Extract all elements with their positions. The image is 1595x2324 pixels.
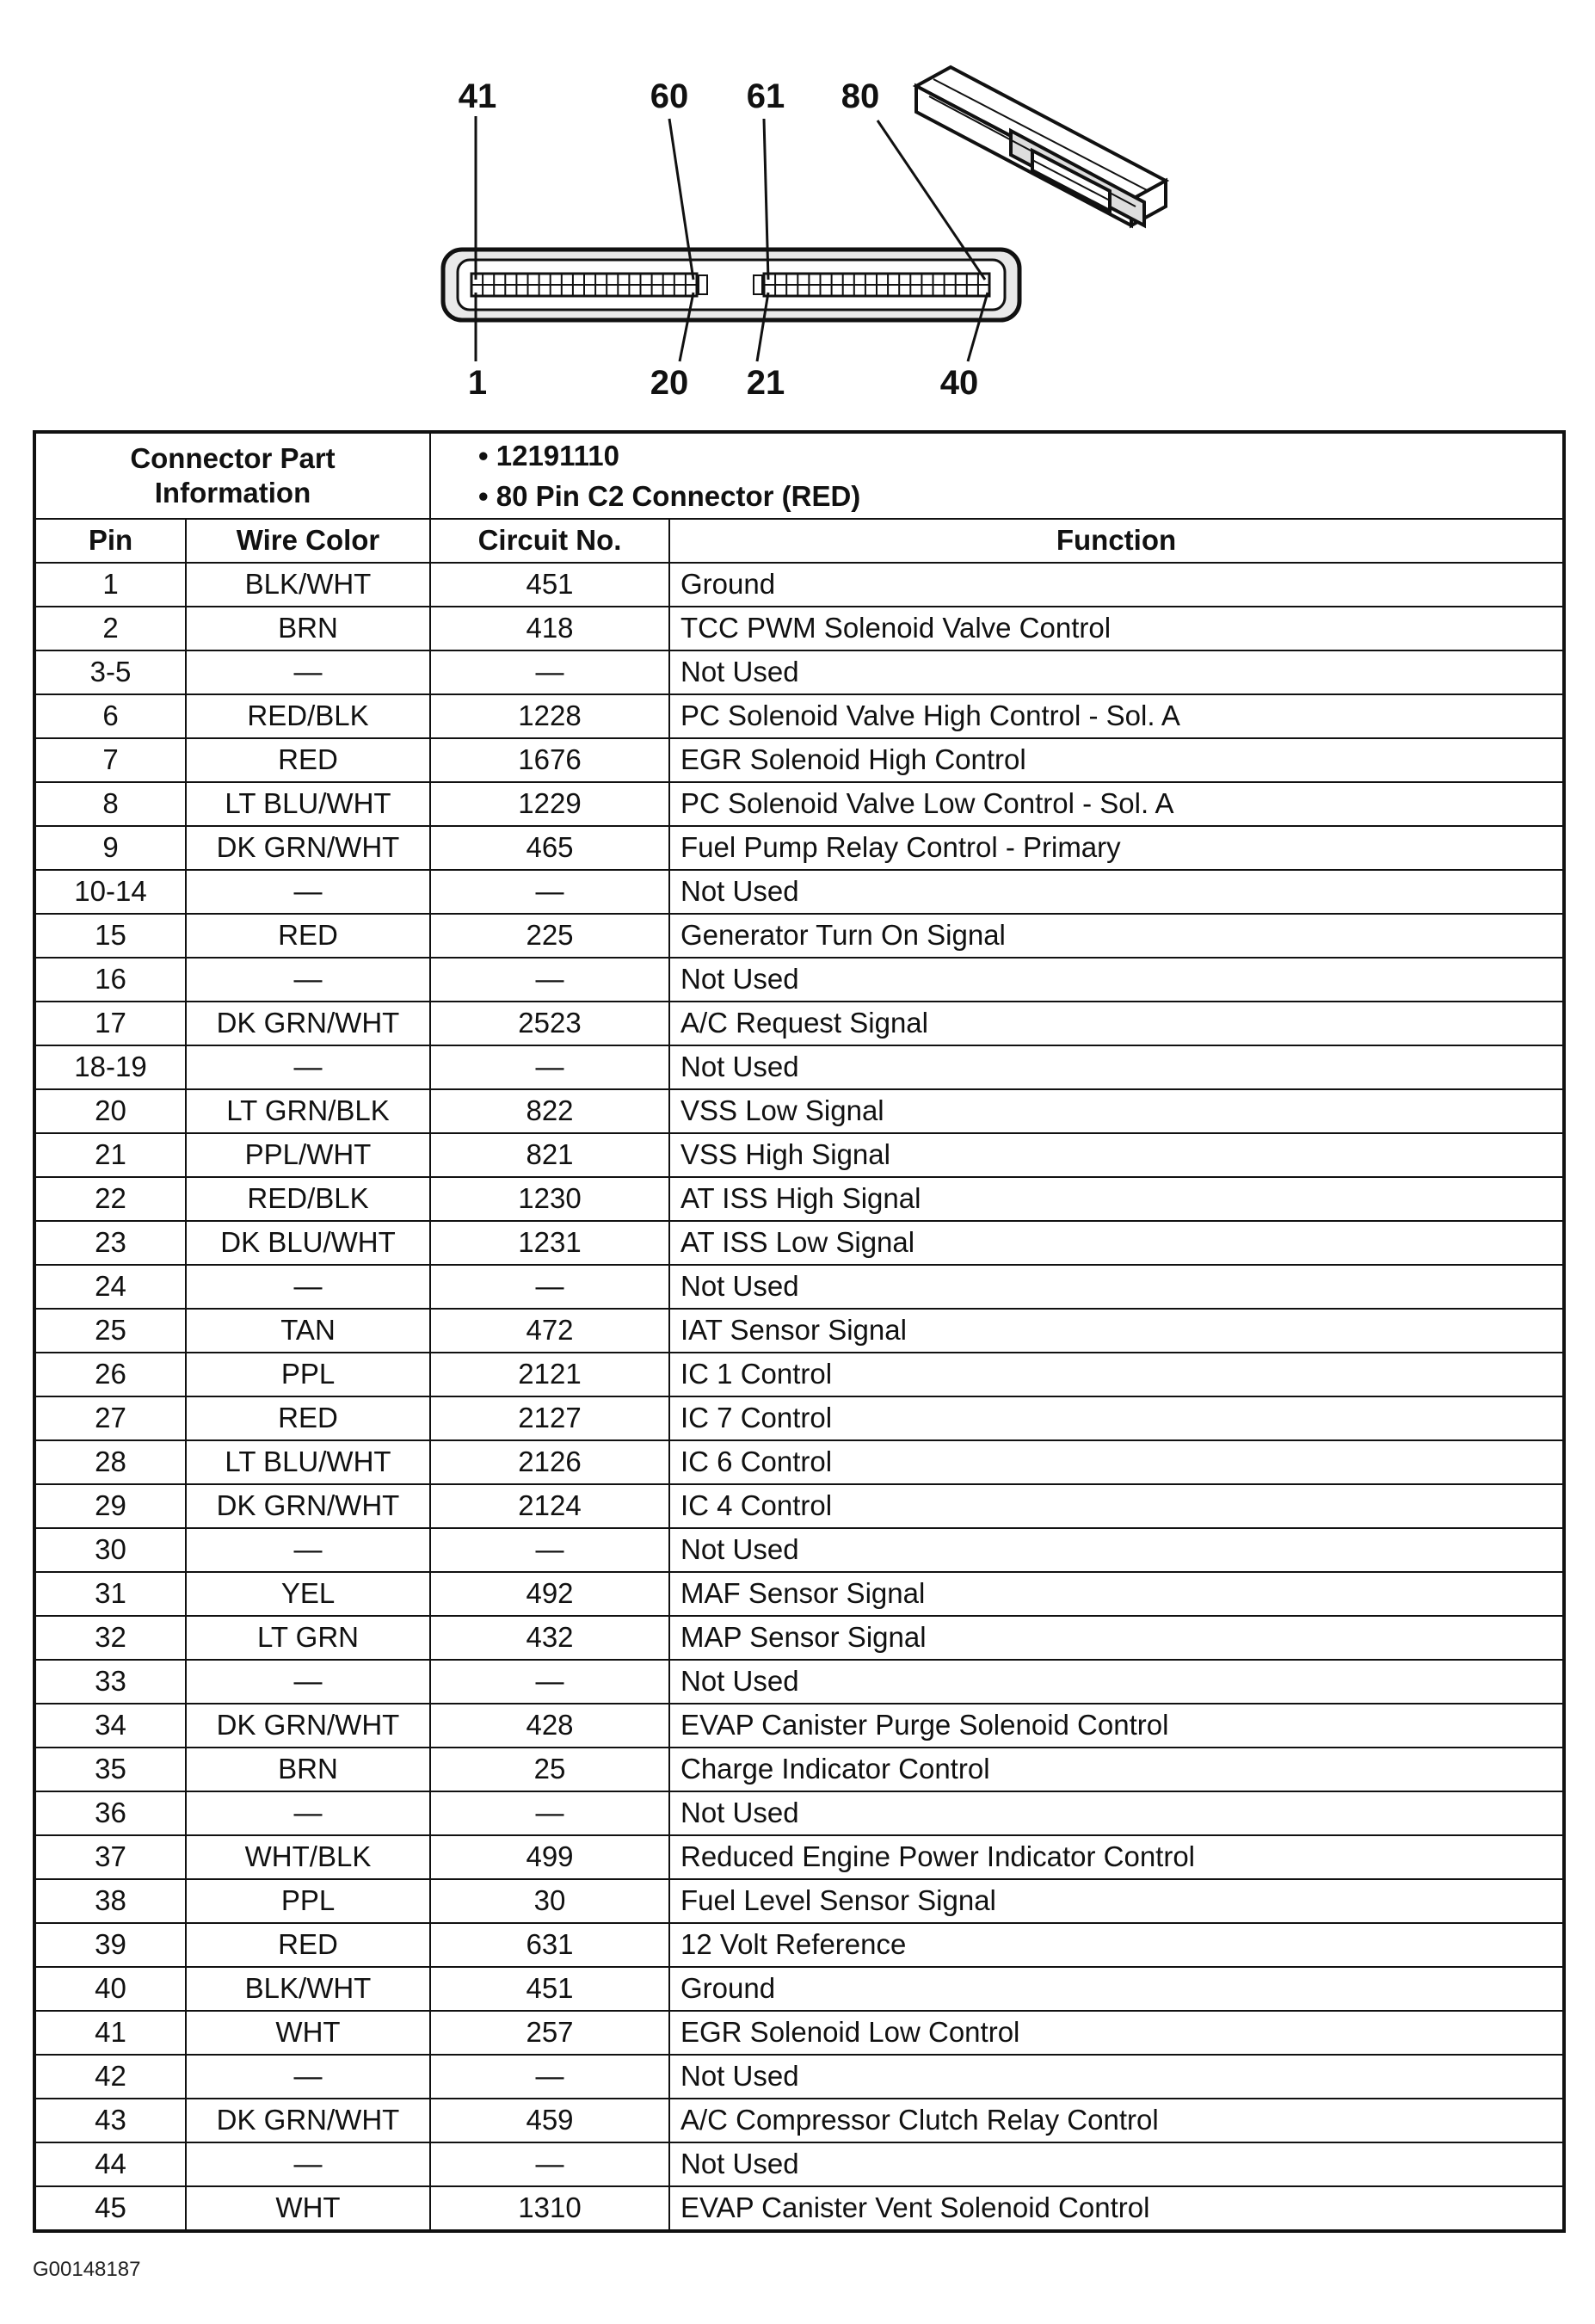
- table-row: [34, 958, 1564, 1002]
- table-row: [34, 607, 1564, 650]
- heading-line-2: Information: [154, 477, 311, 509]
- wire-color-cell: LT BLU/WHT: [186, 782, 430, 826]
- wire-color-cell: —: [186, 870, 430, 914]
- connector-face: [443, 250, 1019, 320]
- table-row: [34, 1616, 1564, 1660]
- circuit-no-cell: 2127: [430, 1396, 669, 1440]
- wire-color-cell: —: [186, 1791, 430, 1835]
- wire-color-cell: TAN: [186, 1309, 430, 1353]
- circuit-no-cell: 2523: [430, 1002, 669, 1045]
- table-row: [34, 1660, 1564, 1704]
- wire-color-cell: BLK/WHT: [186, 563, 430, 607]
- function-cell: PC Solenoid Valve Low Control - Sol. A: [669, 782, 1564, 826]
- circuit-no-cell: —: [430, 1265, 669, 1309]
- function-cell: MAF Sensor Signal: [669, 1572, 1564, 1616]
- pin-label-40: 40: [939, 364, 979, 402]
- function-cell: EGR Solenoid Low Control: [669, 2011, 1564, 2055]
- header-pin: Pin: [34, 519, 186, 563]
- wire-color-cell: —: [186, 1660, 430, 1704]
- circuit-no-cell: 821: [430, 1133, 669, 1177]
- function-cell: Fuel Level Sensor Signal: [669, 1879, 1564, 1923]
- function-cell: Generator Turn On Signal: [669, 914, 1564, 958]
- circuit-no-cell: 25: [430, 1748, 669, 1791]
- function-cell: Not Used: [669, 870, 1564, 914]
- wire-color-cell: WHT: [186, 2186, 430, 2231]
- circuit-no-cell: —: [430, 870, 669, 914]
- table-header-row: [34, 519, 1564, 563]
- pin-cell: 20: [34, 1089, 186, 1133]
- table-row: [34, 2099, 1564, 2142]
- circuit-no-cell: —: [430, 958, 669, 1002]
- pin-cell: 2: [34, 607, 186, 650]
- circuit-no-cell: 2126: [430, 1440, 669, 1484]
- circuit-no-cell: 30: [430, 1879, 669, 1923]
- circuit-no-cell: 631: [430, 1923, 669, 1967]
- table-row: [34, 563, 1564, 607]
- wire-color-cell: LT BLU/WHT: [186, 1440, 430, 1484]
- function-cell: Fuel Pump Relay Control - Primary: [669, 826, 1564, 870]
- pin-label-1: 1: [467, 364, 488, 402]
- table-row: [34, 1528, 1564, 1572]
- wire-color-cell: DK GRN/WHT: [186, 2099, 430, 2142]
- table-row: [34, 1835, 1564, 1879]
- function-cell: Not Used: [669, 2055, 1564, 2099]
- table-row: [34, 2055, 1564, 2099]
- table-row: [34, 1221, 1564, 1265]
- heading-line-1: Connector Part: [130, 442, 336, 474]
- function-cell: A/C Compressor Clutch Relay Control: [669, 2099, 1564, 2142]
- circuit-no-cell: 499: [430, 1835, 669, 1879]
- pin-cell: 22: [34, 1177, 186, 1221]
- table-row: [34, 1309, 1564, 1353]
- table-row: [34, 1177, 1564, 1221]
- function-cell: Not Used: [669, 1791, 1564, 1835]
- table-row: [34, 1089, 1564, 1133]
- wire-color-cell: —: [186, 650, 430, 694]
- table-row: [34, 1396, 1564, 1440]
- wire-color-cell: WHT: [186, 2011, 430, 2055]
- circuit-no-cell: —: [430, 650, 669, 694]
- pin-cell: 28: [34, 1440, 186, 1484]
- function-cell: Charge Indicator Control: [669, 1748, 1564, 1791]
- connector-side-view: [916, 67, 1166, 225]
- function-cell: Reduced Engine Power Indicator Control: [669, 1835, 1564, 1879]
- wire-color-cell: —: [186, 1528, 430, 1572]
- circuit-no-cell: 257: [430, 2011, 669, 2055]
- pin-cell: 25: [34, 1309, 186, 1353]
- wire-color-cell: PPL/WHT: [186, 1133, 430, 1177]
- header-function: Function: [669, 519, 1564, 563]
- table-row: [34, 826, 1564, 870]
- table-row: [34, 1879, 1564, 1923]
- pin-cell: 37: [34, 1835, 186, 1879]
- wire-color-cell: —: [186, 2055, 430, 2099]
- function-cell: IC 1 Control: [669, 1353, 1564, 1396]
- pin-cell: 31: [34, 1572, 186, 1616]
- circuit-no-cell: 465: [430, 826, 669, 870]
- function-cell: Not Used: [669, 2142, 1564, 2186]
- pin-cell: 3-5: [34, 650, 186, 694]
- table-row: [34, 694, 1564, 738]
- pin-cell: 16: [34, 958, 186, 1002]
- wire-color-cell: —: [186, 1045, 430, 1089]
- wire-color-cell: RED/BLK: [186, 694, 430, 738]
- circuit-no-cell: —: [430, 1045, 669, 1089]
- circuit-no-cell: 1228: [430, 694, 669, 738]
- function-cell: AT ISS High Signal: [669, 1177, 1564, 1221]
- function-cell: VSS Low Signal: [669, 1089, 1564, 1133]
- function-cell: Not Used: [669, 958, 1564, 1002]
- table-row: [34, 650, 1564, 694]
- circuit-no-cell: 2124: [430, 1484, 669, 1528]
- circuit-no-cell: 1230: [430, 1177, 669, 1221]
- circuit-no-cell: —: [430, 1528, 669, 1572]
- pin-cell: 40: [34, 1967, 186, 2011]
- part-number-line: [478, 435, 1562, 476]
- pin-label-20: 20: [650, 364, 689, 402]
- function-cell: TCC PWM Solenoid Valve Control: [669, 607, 1564, 650]
- circuit-no-cell: 472: [430, 1309, 669, 1353]
- figure-code: G00148187: [33, 2258, 141, 2281]
- wire-color-cell: BRN: [186, 1748, 430, 1791]
- connector-description-line: [478, 476, 1562, 516]
- wire-color-cell: —: [186, 2142, 430, 2186]
- header-circuit-no: Circuit No.: [430, 519, 669, 563]
- pin-cell: 42: [34, 2055, 186, 2099]
- table-row: [34, 2142, 1564, 2186]
- circuit-no-cell: —: [430, 1660, 669, 1704]
- wire-color-cell: DK GRN/WHT: [186, 1484, 430, 1528]
- circuit-no-cell: 822: [430, 1089, 669, 1133]
- pin-cell: 38: [34, 1879, 186, 1923]
- part-number: 12191110: [496, 440, 619, 472]
- wire-color-cell: DK GRN/WHT: [186, 826, 430, 870]
- connector-info-heading: [34, 432, 430, 519]
- function-cell: EVAP Canister Purge Solenoid Control: [669, 1704, 1564, 1748]
- pin-cell: 6: [34, 694, 186, 738]
- function-cell: Ground: [669, 1967, 1564, 2011]
- pin-label-21: 21: [746, 364, 785, 402]
- table-row: [34, 1967, 1564, 2011]
- pin-cell: 30: [34, 1528, 186, 1572]
- bullet-glyph: •: [478, 440, 489, 472]
- wire-color-cell: RED: [186, 1923, 430, 1967]
- wire-color-cell: RED: [186, 1396, 430, 1440]
- function-cell: IC 6 Control: [669, 1440, 1564, 1484]
- circuit-no-cell: 428: [430, 1704, 669, 1748]
- pin-cell: 35: [34, 1748, 186, 1791]
- wire-color-cell: —: [186, 1265, 430, 1309]
- circuit-no-cell: 451: [430, 563, 669, 607]
- header-wire-color: Wire Color: [186, 519, 430, 563]
- function-cell: Not Used: [669, 650, 1564, 694]
- circuit-no-cell: 1676: [430, 738, 669, 782]
- pin-cell: 43: [34, 2099, 186, 2142]
- pin-cell: 41: [34, 2011, 186, 2055]
- function-cell: Not Used: [669, 1528, 1564, 1572]
- function-cell: MAP Sensor Signal: [669, 1616, 1564, 1660]
- connector-diagram: [0, 0, 1595, 422]
- table-row: [34, 1704, 1564, 1748]
- circuit-no-cell: 1231: [430, 1221, 669, 1265]
- circuit-no-cell: 225: [430, 914, 669, 958]
- pin-cell: 32: [34, 1616, 186, 1660]
- table-row: [34, 2011, 1564, 2055]
- wire-color-cell: YEL: [186, 1572, 430, 1616]
- circuit-no-cell: —: [430, 2055, 669, 2099]
- pin-cell: 1: [34, 563, 186, 607]
- pin-cell: 34: [34, 1704, 186, 1748]
- function-cell: A/C Request Signal: [669, 1002, 1564, 1045]
- pin-cell: 27: [34, 1396, 186, 1440]
- pin-label-60: 60: [650, 77, 689, 115]
- table-row: [34, 738, 1564, 782]
- table-row: [34, 1265, 1564, 1309]
- leader-lines: [476, 116, 988, 361]
- function-cell: Not Used: [669, 1660, 1564, 1704]
- function-cell: 12 Volt Reference: [669, 1923, 1564, 1967]
- circuit-no-cell: 432: [430, 1616, 669, 1660]
- function-cell: Not Used: [669, 1045, 1564, 1089]
- table-row: [34, 870, 1564, 914]
- circuit-no-cell: 1229: [430, 782, 669, 826]
- table-row: [34, 1484, 1564, 1528]
- bullet-glyph: •: [478, 480, 489, 512]
- pin-cell: 26: [34, 1353, 186, 1396]
- pin-label-80: 80: [841, 77, 880, 115]
- wire-color-cell: RED/BLK: [186, 1177, 430, 1221]
- function-cell: PC Solenoid Valve High Control - Sol. A: [669, 694, 1564, 738]
- pin-cell: 44: [34, 2142, 186, 2186]
- function-cell: IAT Sensor Signal: [669, 1309, 1564, 1353]
- pin-cell: 21: [34, 1133, 186, 1177]
- pin-cell: 8: [34, 782, 186, 826]
- pin-cell: 24: [34, 1265, 186, 1309]
- circuit-no-cell: 451: [430, 1967, 669, 2011]
- circuit-no-cell: 459: [430, 2099, 669, 2142]
- function-cell: EGR Solenoid High Control: [669, 738, 1564, 782]
- pin-label-61: 61: [746, 77, 785, 115]
- table-row: [34, 914, 1564, 958]
- wire-color-cell: LT GRN: [186, 1616, 430, 1660]
- table-row: [34, 1791, 1564, 1835]
- wire-color-cell: —: [186, 958, 430, 1002]
- function-cell: Not Used: [669, 1265, 1564, 1309]
- table-row: [34, 1572, 1564, 1616]
- table-row: [34, 1045, 1564, 1089]
- wire-color-cell: DK GRN/WHT: [186, 1002, 430, 1045]
- pin-cell: 33: [34, 1660, 186, 1704]
- function-cell: VSS High Signal: [669, 1133, 1564, 1177]
- wire-color-cell: RED: [186, 738, 430, 782]
- table-row: [34, 1353, 1564, 1396]
- wire-color-cell: BLK/WHT: [186, 1967, 430, 2011]
- circuit-no-cell: 1310: [430, 2186, 669, 2231]
- pin-cell: 17: [34, 1002, 186, 1045]
- pin-cell: 45: [34, 2186, 186, 2231]
- wire-color-cell: RED: [186, 914, 430, 958]
- pin-cell: 36: [34, 1791, 186, 1835]
- wire-color-cell: DK GRN/WHT: [186, 1704, 430, 1748]
- wire-color-cell: DK BLU/WHT: [186, 1221, 430, 1265]
- pin-cell: 18-19: [34, 1045, 186, 1089]
- circuit-no-cell: 418: [430, 607, 669, 650]
- pin-cell: 23: [34, 1221, 186, 1265]
- function-cell: Ground: [669, 563, 1564, 607]
- pin-cell: 10-14: [34, 870, 186, 914]
- pin-label-41: 41: [458, 77, 497, 115]
- table-row: [34, 1002, 1564, 1045]
- function-cell: IC 4 Control: [669, 1484, 1564, 1528]
- pin-cell: 9: [34, 826, 186, 870]
- wire-color-cell: WHT/BLK: [186, 1835, 430, 1879]
- connector-info-row: [34, 432, 1564, 519]
- function-cell: IC 7 Control: [669, 1396, 1564, 1440]
- pin-cell: 29: [34, 1484, 186, 1528]
- connector-info-details: [430, 432, 1564, 519]
- pin-cell: 7: [34, 738, 186, 782]
- pin-cell: 15: [34, 914, 186, 958]
- pin-cell: 39: [34, 1923, 186, 1967]
- circuit-no-cell: —: [430, 2142, 669, 2186]
- circuit-no-cell: —: [430, 1791, 669, 1835]
- table-row: [34, 1133, 1564, 1177]
- table-row: [34, 1440, 1564, 1484]
- function-cell: AT ISS Low Signal: [669, 1221, 1564, 1265]
- table-row: [34, 1923, 1564, 1967]
- wire-color-cell: BRN: [186, 607, 430, 650]
- wire-color-cell: LT GRN/BLK: [186, 1089, 430, 1133]
- function-cell: EVAP Canister Vent Solenoid Control: [669, 2186, 1564, 2231]
- circuit-no-cell: 2121: [430, 1353, 669, 1396]
- connector-description: 80 Pin C2 Connector (RED): [496, 480, 861, 512]
- wire-color-cell: PPL: [186, 1353, 430, 1396]
- table-row: [34, 1748, 1564, 1791]
- circuit-no-cell: 492: [430, 1572, 669, 1616]
- table-row: [34, 2186, 1564, 2231]
- pinout-table: [33, 430, 1566, 2233]
- wire-color-cell: PPL: [186, 1879, 430, 1923]
- table-row: [34, 782, 1564, 826]
